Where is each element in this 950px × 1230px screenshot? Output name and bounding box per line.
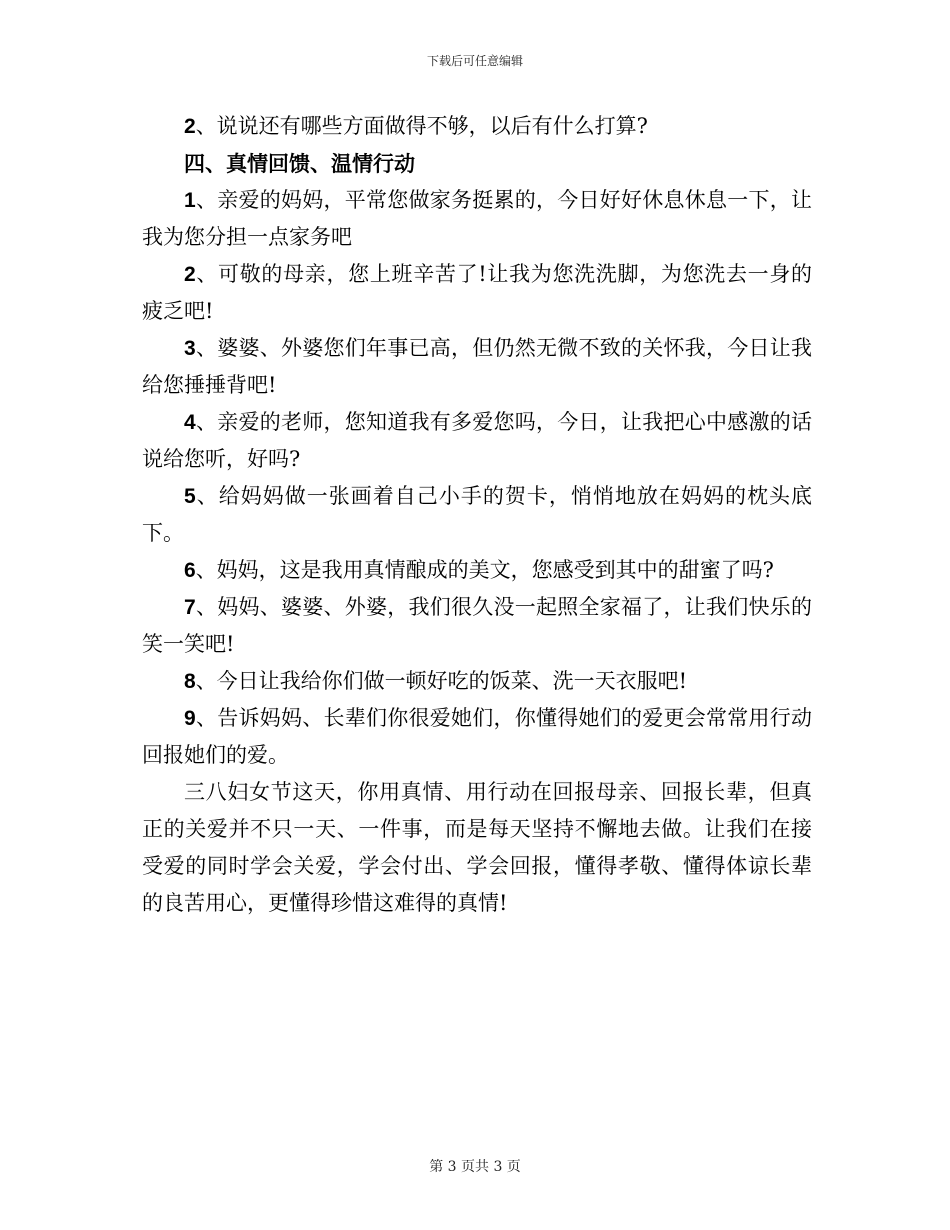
- paragraph-text: 、今日让我给你们做一顿好吃的饭菜、洗一天衣服吧!: [195, 669, 688, 693]
- item-number: 2: [184, 263, 196, 286]
- page-header: 下载后可任意编辑: [426, 54, 523, 68]
- item-number: 1: [184, 189, 196, 212]
- section-heading-text: 四、真情回馈、温情行动: [184, 151, 415, 176]
- section-heading: [142, 145, 812, 182]
- paragraph-item-9: [142, 700, 812, 774]
- paragraph-item-8: [142, 663, 812, 700]
- paragraph-text: 、妈妈，这是我用真情酿成的美文，您感受到其中的甜蜜了吗?: [195, 558, 774, 582]
- paragraph-item-3: [142, 330, 812, 404]
- document-body: [142, 108, 812, 922]
- paragraph-text: 三八妇女节这天，你用真情、用行动在回报母亲、回报长辈，但真正的关爱并不只一天、一件事，而是每天坚持不懈地去做。让我们在接受爱的同时学会关爱，学会付出、学会回报，懂得孝敬、懂得体谅长辈的良苦用心，更懂得珍惜这难得的真情!: [142, 780, 812, 915]
- item-number: 5: [184, 485, 196, 508]
- item-number: 8: [184, 670, 196, 693]
- item-number: 4: [184, 411, 196, 434]
- item-number: 3: [184, 337, 196, 360]
- paragraph-item-5: [142, 478, 812, 552]
- paragraph-item-2-reflect: [142, 108, 812, 145]
- paragraph-text: 、亲爱的老师，您知道我有多爱您吗，今日，让我把心中感激的话说给您听，好吗?: [142, 410, 812, 471]
- paragraph-item-6: [142, 552, 812, 589]
- paragraph-text: 、婆婆、外婆您们年事已高，但仍然无微不致的关怀我，今日让我给您捶捶背吧!: [142, 336, 812, 397]
- closing-paragraph: [142, 774, 812, 922]
- paragraph-text: 、可敬的母亲，您上班辛苦了!让我为您洗洗脚，为您洗去一身的疲乏吧!: [142, 262, 812, 323]
- paragraph-item-1: [142, 182, 812, 256]
- paragraph-text: 、亲爱的妈妈，平常您做家务挺累的，今日好好休息休息一下，让我为您分担一点家务吧: [142, 188, 812, 249]
- paragraph-text: 、妈妈、婆婆、外婆，我们很久没一起照全家福了，让我们快乐的笑一笑吧!: [142, 595, 812, 656]
- item-number: 9: [184, 707, 196, 730]
- paragraph-text: 、说说还有哪些方面做得不够，以后有什么打算?: [195, 114, 648, 138]
- paragraph-text: 、告诉妈妈、长辈们你很爱她们，你懂得她们的爱更会常常用行动回报她们的爱。: [142, 706, 812, 767]
- paragraph-item-7: [142, 589, 812, 663]
- paragraph-text: 、给妈妈做一张画着自己小手的贺卡，悄悄地放在妈妈的枕头底下。: [142, 484, 812, 545]
- item-number: 7: [184, 596, 196, 619]
- item-number: 6: [184, 559, 196, 582]
- page-footer: 第 3 页共 3 页: [429, 1159, 521, 1175]
- item-number: 2: [184, 115, 196, 138]
- paragraph-item-4: [142, 404, 812, 478]
- paragraph-item-2: [142, 256, 812, 330]
